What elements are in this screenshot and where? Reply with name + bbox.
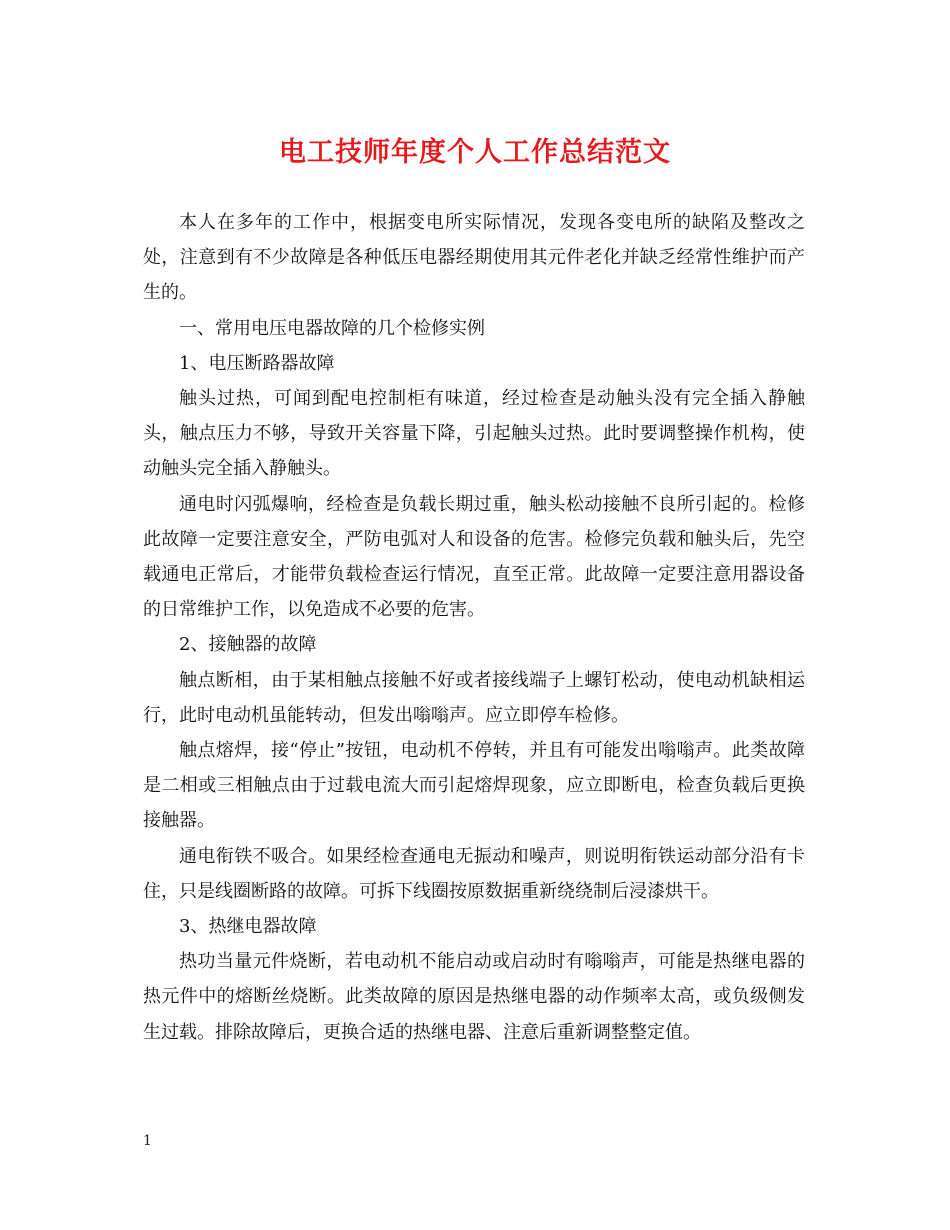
subsection-heading: 3、热继电器故障 xyxy=(179,916,317,938)
document-body xyxy=(143,205,805,1050)
paragraph: 触点断相，由于某相触点接触不好或者接线端子上螺钉松动，使电动机缺相运行，此时电动机虽能转动，但发出嗡嗡声。应立即停车检修。 xyxy=(143,669,805,726)
page-number: 1 xyxy=(143,1133,152,1149)
paragraph-intro: 本人在多年的工作中，根据变电所实际情况，发现各变电所的缺陷及整改之处，注意到有不少故障是各种低压电器经期使用其元件老化并缺乏经常性维护而产生的。 xyxy=(143,212,805,304)
paragraph: 通电衔铁不吸合。如果经检查通电无振动和噪声，则说明衔铁运动部分沿有卡住，只是线圈断路的故障。可拆下线圈按原数据重新绕绕制后浸漆烘干。 xyxy=(143,845,805,902)
document-title: 电工技师年度个人工作总结范文 xyxy=(279,137,671,168)
subsection-heading: 1、电压断路器故障 xyxy=(179,352,335,374)
paragraph: 触点熔焊，接“停止”按钮，电动机不停转，并且有可能发出嗡嗡声。此类故障是二相或三相触点由于过载电流大而引起熔焊现象，应立即断电，检查负载后更换接触器。 xyxy=(143,740,805,832)
subsection-heading: 2、接触器的故障 xyxy=(179,634,317,656)
paragraph: 热功当量元件烧断，若电动机不能启动或启动时有嗡嗡声，可能是热继电器的热元件中的熔断丝烧断。此类故障的原因是热继电器的动作频率太高，或负级侧发生过载。排除故障后，更换合适的热继电器、注意后重新调整整定值。 xyxy=(143,951,805,1043)
section-heading: 一、常用电压电器故障的几个检修实例 xyxy=(179,317,485,339)
paragraph: 通电时闪弧爆响，经检查是负载长期过重，触头松动接触不良所引起的。检修此故障一定要注意安全，严防电弧对人和设备的危害。检修完负载和触头后，先空载通电正常后，才能带负载检查运行情况，直至正常。此故障一定要注意用器设备的日常维护工作，以免造成不必要的危害。 xyxy=(143,493,805,621)
paragraph: 触头过热，可闻到配电控制柜有味道，经过检查是动触头没有完全插入静触头，触点压力不够，导致开关容量下降，引起触头过热。此时要调整操作机构，使动触头完全插入静触头。 xyxy=(143,388,805,480)
